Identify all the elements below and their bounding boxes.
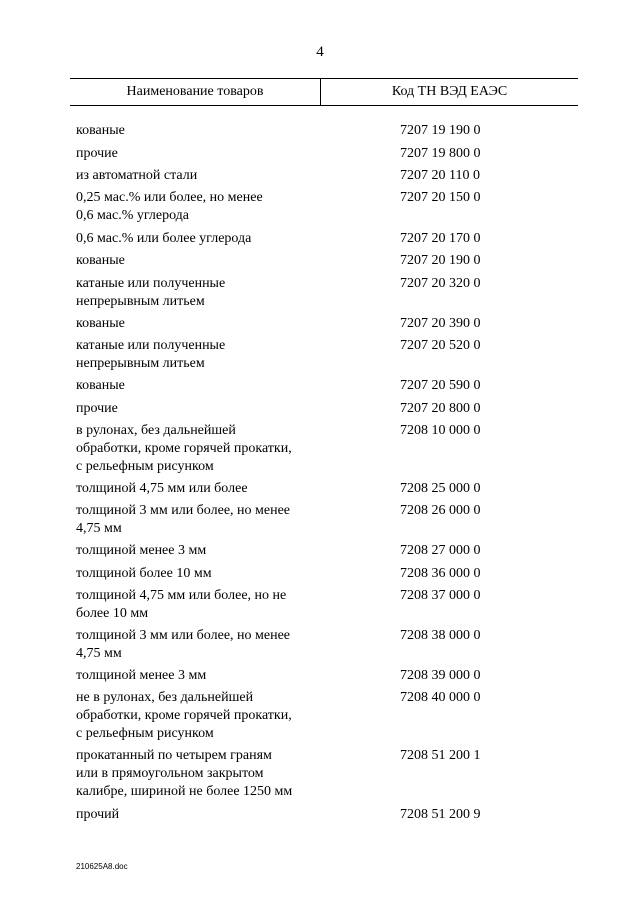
tnved-code: 7208 51 200 9 [400,807,481,822]
tnved-code: 7208 36 000 0 [400,566,481,581]
tnved-code: 7208 25 000 0 [400,481,481,496]
goods-name: 0,25 мас.% или более, но менее 0,6 мас.% углерода [76,190,263,223]
column-header-code: Код ТН ВЭД ЕАЭС [391,84,508,99]
goods-name: толщиной 4,75 мм или более, но не более 10 мм [76,588,287,621]
goods-name: прочий [76,807,120,822]
goods-name: 0,6 мас.% или более углерода [76,231,252,246]
goods-name: прочие [76,146,118,161]
footer-filename: 210625A8.doc [76,862,128,871]
column-header-name: Наименование товаров [126,84,264,99]
goods-name: толщиной менее 3 мм [76,668,207,683]
tnved-code: 7207 20 590 0 [400,378,481,393]
tnved-code: 7207 20 110 0 [400,168,480,183]
goods-name: кованые [76,316,125,331]
goods-name: прочие [76,401,118,416]
tnved-code: 7207 19 190 0 [400,123,481,138]
tnved-code: 7207 20 320 0 [400,276,481,291]
tnved-code: 7208 37 000 0 [400,588,481,603]
tnved-code: 7208 27 000 0 [400,543,481,558]
tnved-code: 7208 39 000 0 [400,668,481,683]
tnved-code: 7208 26 000 0 [400,503,481,518]
tnved-code: 7207 20 800 0 [400,401,481,416]
tnved-code: 7207 20 170 0 [400,231,481,246]
goods-name: толщиной 4,75 мм или более [76,481,248,496]
goods-name: не в рулонах, без дальнейшей обработки, кроме горячей прокатки, с рельефным рисунком [76,690,292,741]
tnved-code: 7207 20 190 0 [400,253,481,268]
goods-name: толщиной 3 мм или более, но менее 4,75 мм [76,628,291,661]
page-number: 4 [316,44,324,60]
goods-name: кованые [76,378,125,393]
tnved-code: 7207 19 800 0 [400,146,481,161]
tnved-code: 7207 20 390 0 [400,316,481,331]
goods-name: из автоматной стали [76,168,198,183]
tnved-code: 7208 38 000 0 [400,628,481,643]
tnved-code: 7207 20 520 0 [400,338,481,353]
goods-name: кованые [76,253,125,268]
tnved-code: 7208 10 000 0 [400,423,481,438]
goods-name: катаные или полученные непрерывным литьем [76,276,226,309]
tnved-code: 7208 40 000 0 [400,690,481,705]
table-header [70,78,578,106]
goods-name: кованые [76,123,125,138]
tnved-code: 7208 51 200 1 [400,748,481,763]
goods-name: катаные или полученные непрерывным литьем [76,338,226,371]
goods-name: прокатанный по четырем граням или в прямоугольном закрытом калибре, шириной не более 1250 мм [76,748,293,799]
goods-name: толщиной 3 мм или более, но менее 4,75 мм [76,503,291,536]
tnved-code: 7207 20 150 0 [400,190,481,205]
goods-name: толщиной менее 3 мм [76,543,207,558]
goods-name: в рулонах, без дальнейшей обработки, кроме горячей прокатки, с рельефным рисунком [76,423,292,474]
goods-name: толщиной более 10 мм [76,566,212,581]
